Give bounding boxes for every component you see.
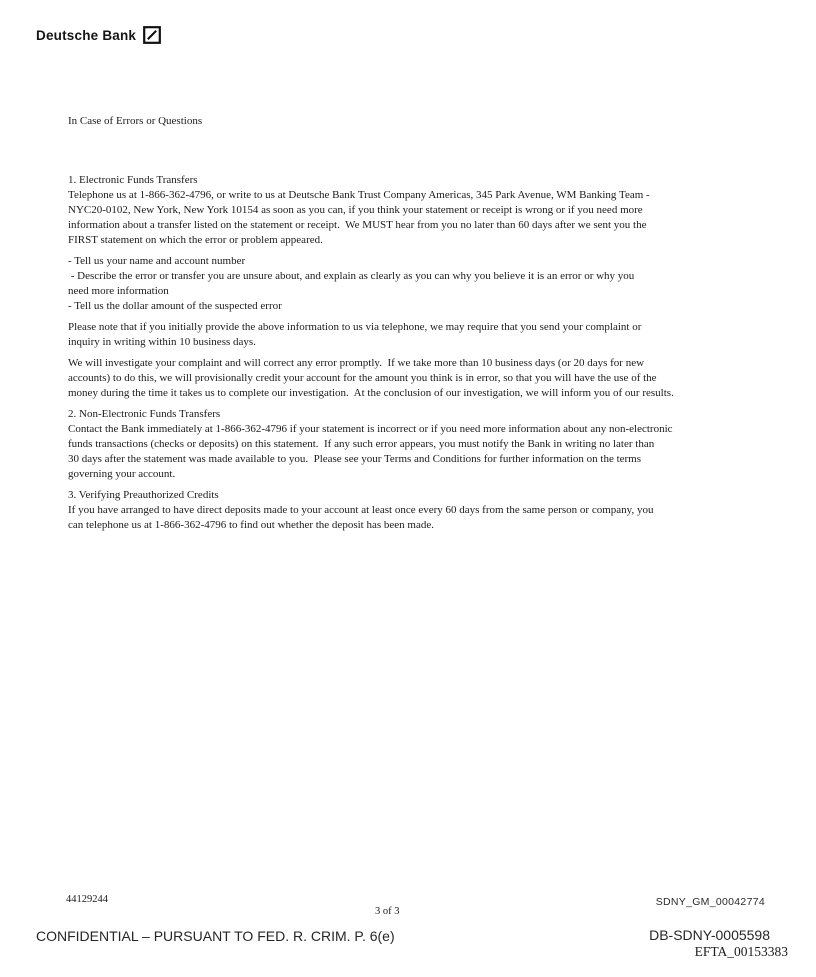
text-line: 30 days after the statement was made available to you. Please see your Terms and Conditions for further information on the terms <box>68 453 642 465</box>
text-line: If you have arranged to have direct deposits made to your account at least once every 60 days from the same person or company, you <box>68 504 654 516</box>
statement-disclosure-text <box>68 84 674 569</box>
text-section <box>68 356 674 401</box>
text-line: 3. Verifying Preauthorized Credits <box>68 489 219 501</box>
brand-header <box>36 26 161 44</box>
text-section <box>68 407 674 482</box>
bates-number-db-sdny: DB-SDNY-0005598 <box>649 927 770 943</box>
text-line: inquiry in writing within 10 business days. <box>68 336 256 348</box>
deutsche-bank-logo-icon <box>143 26 161 44</box>
document-number: 44129244 <box>66 894 108 905</box>
bates-number-efta: EFTA_00153383 <box>694 944 788 959</box>
text-line: accounts) to do this, we will provisionally credit your account for the amount you think is in error, so that you will have the use of the <box>68 372 657 384</box>
text-line: FIRST statement on which the error or problem appeared. <box>68 234 323 246</box>
text-section <box>68 320 674 350</box>
body-sections <box>68 173 674 533</box>
text-line: - Tell us your name and account number <box>68 255 246 267</box>
text-line: Please note that if you initially provide the above information to us via telephone, we may require that you send your complaint or <box>68 321 642 333</box>
text-line: - Describe the error or transfer you are unsure about, and explain as clearly as you can why you believe it is an error or why you <box>68 270 635 282</box>
text-line: need more information <box>68 285 169 297</box>
text-line: Telephone us at 1-866-362-4796, or write to us at Deutsche Bank Trust Company Americas, 345 Park Avenue, WM Banking Team - <box>68 189 650 201</box>
text-line: funds transactions (checks or deposits) on this statement. If any such error appears, you must notify the Bank in writing no later than <box>68 438 655 450</box>
confidential-notice: CONFIDENTIAL – PURSUANT TO FED. R. CRIM. P. 6(e) <box>36 928 395 944</box>
text-line: We will investigate your complaint and will correct any error promptly. If we take more than 10 business days (or 20 days for new <box>68 357 645 369</box>
text-section <box>68 254 674 314</box>
text-section <box>68 173 674 248</box>
text-section <box>68 488 674 533</box>
text-line: - Tell us the dollar amount of the suspected error <box>68 300 282 312</box>
page-indicator: 3 of 3 <box>375 906 400 917</box>
bates-number-sdny-gm: SDNY_GM_00042774 <box>655 896 765 908</box>
text-line: information about a transfer listed on the statement or receipt. We MUST hear from you no later than 60 days after we sent you the <box>68 219 647 231</box>
text-line: money during the time it takes us to complete our investigation. At the conclusion of our investigation, we will inform you of our results. <box>68 387 674 399</box>
text-line: Contact the Bank immediately at 1-866-362-4796 if your statement is incorrect or if you need more information about any non-electronic <box>68 423 673 435</box>
text-line: 2. Non-Electronic Funds Transfers <box>68 408 221 420</box>
deutsche-bank-wordmark: Deutsche Bank <box>36 27 137 43</box>
text-line: governing your account. <box>68 468 176 480</box>
text-line: 1. Electronic Funds Transfers <box>68 174 198 186</box>
section-heading: In Case of Errors or Questions <box>68 115 203 127</box>
text-line: can telephone us at 1-866-362-4796 to find out whether the deposit has been made. <box>68 519 434 531</box>
text-line: NYC20-0102, New York, New York 10154 as soon as you can, if you think your statement or receipt is wrong or if you need more <box>68 204 643 216</box>
